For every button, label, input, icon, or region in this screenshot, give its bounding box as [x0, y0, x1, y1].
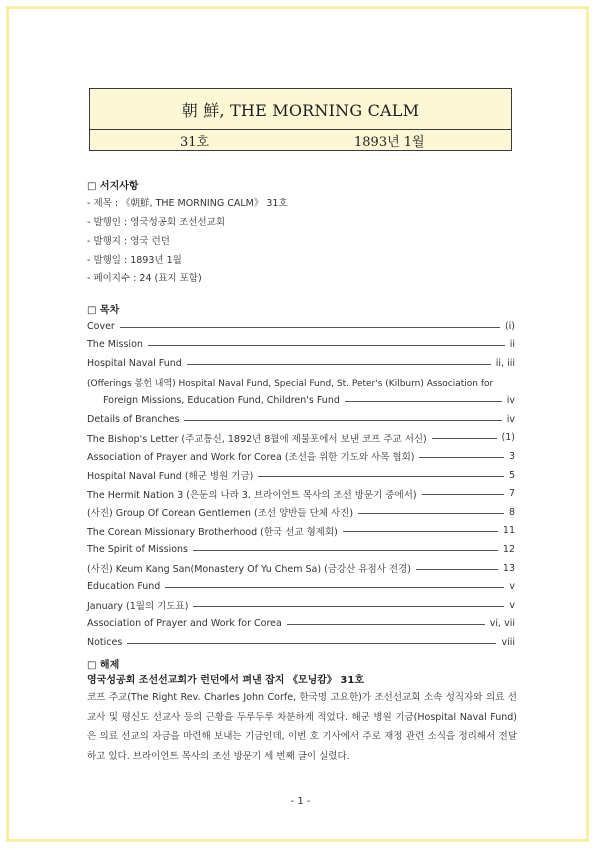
- toc-entry: [87, 615, 515, 634]
- toc-leader: [343, 531, 498, 532]
- toc-page: vi, vii: [489, 618, 515, 630]
- toc-title: (Offerings 봉헌 내역) Hospital Naval Fund, Special Fund, St. Peter's (Kilburn) Association for: [87, 378, 494, 389]
- bibliography-item: - 발행인 : 영국성공회 조선선교회: [87, 217, 226, 228]
- toc-leader: [287, 624, 485, 625]
- toc-page: 8: [508, 506, 515, 518]
- document-title: 朝 鮮, THE MORNING CALM: [90, 89, 511, 130]
- toc-entry: [87, 503, 515, 522]
- toc-leader: [345, 401, 502, 402]
- toc-title: (사진) Keum Kang San(Monastery Of Yu Chem Sa) (금강산 유점사 전경): [87, 564, 411, 576]
- toc-leader: [358, 513, 504, 514]
- toc-page: v: [509, 581, 515, 593]
- issue-number: 31호: [180, 135, 210, 150]
- page-number: - 1 -: [290, 796, 311, 807]
- toc-entry: [87, 391, 515, 410]
- toc-leader: [187, 364, 491, 365]
- toc-page: viii: [501, 636, 515, 648]
- toc-title: Cover: [87, 320, 115, 332]
- toc-entry: [87, 559, 515, 578]
- toc-title: Association of Prayer and Work for Corea (조선을 위한 기도와 사목 협회): [87, 452, 415, 464]
- toc-entry: [87, 633, 515, 652]
- toc-page: iv: [506, 413, 515, 425]
- toc-leader: [193, 606, 504, 607]
- toc-page: iv: [506, 395, 515, 407]
- toc-page: 7: [508, 488, 515, 500]
- toc-title: Foreign Missions, Education Fund, Children's Fund: [103, 395, 340, 407]
- toc-leader: [165, 587, 504, 588]
- toc-page: 5: [508, 469, 515, 481]
- toc-leader: [419, 457, 503, 458]
- table-of-contents: [87, 317, 515, 652]
- issue-line: [90, 129, 511, 151]
- toc-leader: [416, 569, 498, 570]
- bibliography-item: - 발행지 : 영국 런던: [87, 236, 170, 247]
- bibliography-heading: □ 서지사항: [87, 181, 139, 192]
- toc-leader: [184, 420, 501, 421]
- toc-entry: [87, 484, 515, 503]
- toc-leader: [193, 550, 498, 551]
- toc-title: Notices: [87, 636, 123, 648]
- toc-title: January (1월의 기도표): [87, 601, 189, 613]
- toc-page: 3: [508, 450, 515, 462]
- toc-page: v: [509, 599, 515, 611]
- toc-entry: [87, 577, 515, 596]
- toc-entry: [87, 522, 515, 541]
- bibliography-item: - 페이지수 : 24 (표지 포함): [87, 273, 202, 284]
- toc-entry: [87, 447, 515, 466]
- abstract-heading: □ 해제: [87, 660, 120, 671]
- toc-entry: [87, 336, 515, 355]
- toc-page: (i): [504, 320, 515, 332]
- toc-title: Details of Branches: [87, 413, 180, 425]
- toc-page: ii: [509, 339, 515, 351]
- toc-title: The Spirit of Missions: [87, 543, 189, 555]
- bibliography-item: - 발행일 : 1893년 1월: [87, 255, 182, 266]
- toc-leader: [258, 476, 504, 477]
- abstract-subtitle: 영국성공회 조선선교회가 런던에서 펴낸 잡지 《모닝캄》 31호: [87, 675, 364, 686]
- toc-entry: [87, 373, 515, 392]
- toc-title: (사진) Group Of Corean Gentlemen (조선 양반들 단체 사진): [87, 508, 354, 520]
- abstract-body: 코프 주교(The Right Rev. Charles John Corfe, 한국명 고요한)가 조선선교회 소속 성직자와 의료 선교사 및 평신도 선교사 등의 근황을 두루두루 차분하게 적었다. 해군 병원 기금(Hospital Naval Fund)은 의료 선교의 자금을 마련해 보내는 기금인데, 이번 호 기사에서 주로 재정 관련 소식을 정리해서 전달하고 있다. 브라이언트 목사의 조선 방문기 세 번째 글이 실렸다.: [87, 692, 517, 762]
- toc-leader: [120, 327, 500, 328]
- bibliography-item: - 제목 : 《朝鮮, THE MORNING CALM》 31호: [87, 198, 288, 209]
- toc-title: The Hermit Nation 3 (은둔의 나라 3. 브라이언트 목사의 조선 방문기 중에서): [87, 489, 417, 501]
- toc-page: ii, iii: [495, 357, 515, 369]
- toc-title: Association of Prayer and Work for Corea: [87, 618, 282, 630]
- toc-leader: [148, 345, 505, 346]
- toc-leader: [127, 643, 496, 644]
- title-box: [89, 88, 512, 151]
- toc-title: The Corean Missionary Brotherhood (한국 선교 형제회): [87, 526, 338, 538]
- toc-title: Education Fund: [87, 581, 161, 593]
- toc-entry: [87, 466, 515, 485]
- toc-entry: [87, 540, 515, 559]
- toc-title: The Mission: [87, 339, 143, 351]
- toc-leader: [432, 438, 497, 439]
- toc-entry: [87, 317, 515, 336]
- toc-entry: [87, 354, 515, 373]
- toc-page: 13: [502, 562, 515, 574]
- toc-heading: □ 목차: [87, 305, 120, 316]
- toc-entry: [87, 596, 515, 615]
- toc-page: (1): [501, 432, 515, 444]
- toc-title: Hospital Naval Fund: [87, 357, 182, 369]
- toc-entry: [87, 410, 515, 429]
- toc-title: The Bishop's Letter (주교통신, 1892년 8월에 제물포에서 보낸 코프 주교 서신): [87, 433, 427, 445]
- toc-entry: [87, 429, 515, 448]
- toc-page: 11: [502, 525, 515, 537]
- toc-title: Hospital Naval Fund (해군 병원 기금): [87, 471, 254, 483]
- issue-date: 1893년 1월: [354, 135, 425, 150]
- toc-leader: [422, 494, 504, 495]
- toc-page: 12: [502, 543, 515, 555]
